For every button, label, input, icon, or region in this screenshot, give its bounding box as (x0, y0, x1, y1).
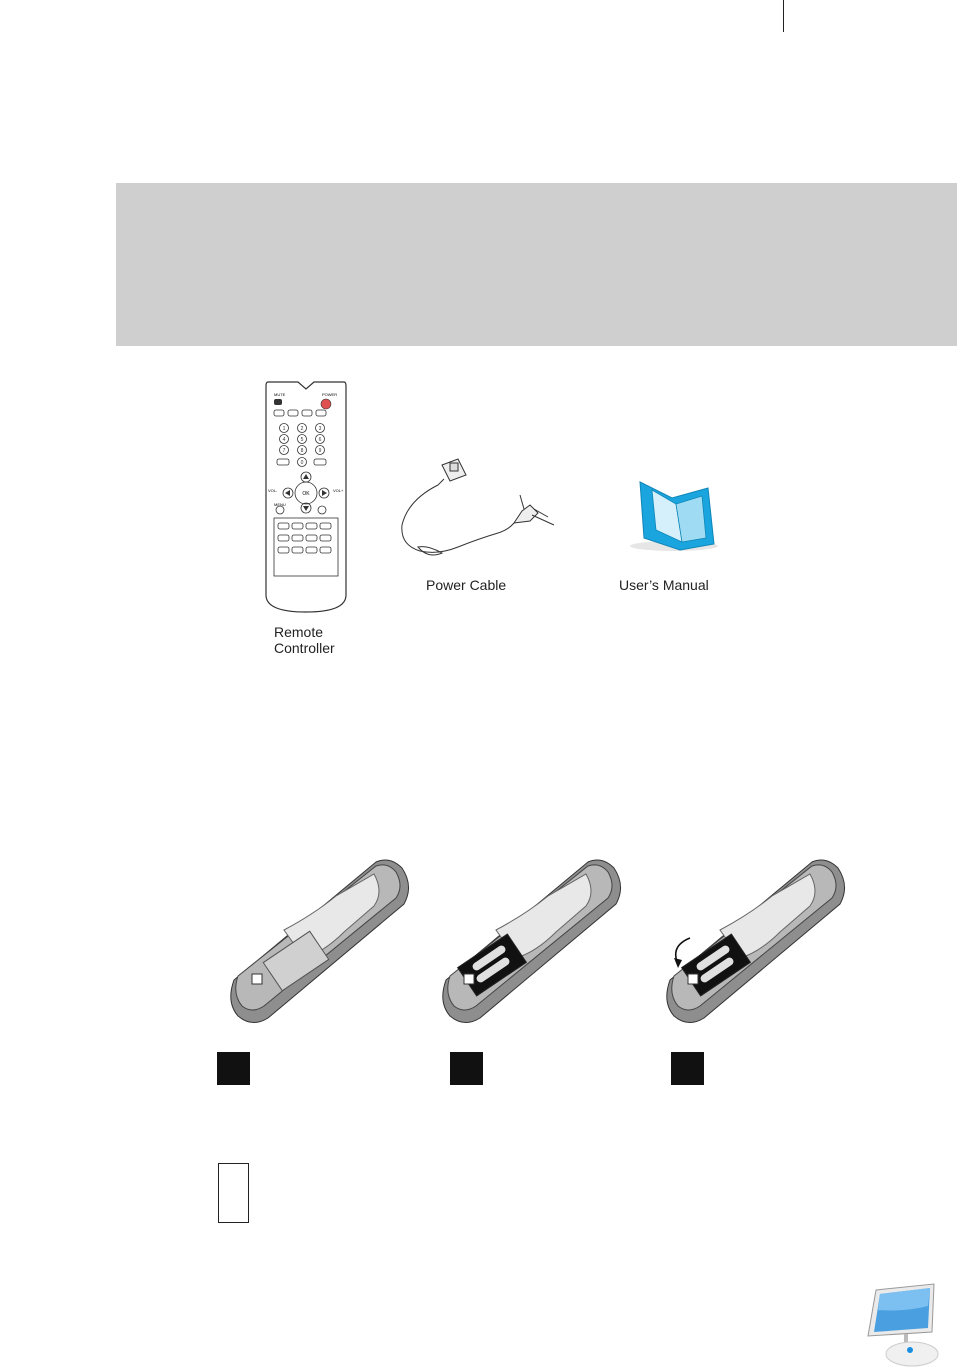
top-rule (783, 0, 784, 32)
note-box (218, 1163, 249, 1223)
step-3-marker (671, 1052, 704, 1085)
svg-text:1: 1 (282, 426, 286, 432)
svg-text:9: 9 (318, 448, 322, 454)
imac-logo-icon (864, 1280, 944, 1366)
svg-text:6: 6 (318, 437, 322, 443)
remote-caption-line2: Controller (274, 640, 335, 656)
svg-text:7: 7 (282, 448, 286, 454)
power-cable-caption: Power Cable (426, 577, 507, 593)
section-header-banner (116, 183, 957, 346)
svg-text:2: 2 (300, 426, 304, 432)
svg-text:0: 0 (300, 460, 304, 466)
remote-vol-minus-label: VOL- (268, 488, 278, 493)
remote-ok-label: OK (302, 491, 310, 497)
remote-back-step2-illustration (436, 856, 628, 1028)
remote-menu-label: MENU (274, 502, 286, 507)
step-2-marker (450, 1052, 483, 1085)
svg-text:5: 5 (300, 437, 304, 443)
power-cable-illustration (398, 455, 558, 575)
remote-power-label: POWER (322, 392, 338, 397)
remote-vol-plus-label: VOL+ (333, 488, 344, 493)
remote-caption-line1: Remote (274, 624, 324, 640)
user-manual-caption: User’s Manual (619, 577, 709, 593)
svg-text:4: 4 (282, 437, 286, 443)
user-manual-icon (622, 478, 722, 552)
remote-controller-illustration (264, 380, 348, 615)
step-1-marker (217, 1052, 250, 1085)
remote-back-step1-illustration (224, 856, 416, 1028)
remote-back-step3-illustration (660, 856, 860, 1028)
svg-text:3: 3 (318, 426, 322, 432)
svg-text:8: 8 (300, 448, 304, 454)
remote-mute-label: MUTE (274, 392, 286, 397)
